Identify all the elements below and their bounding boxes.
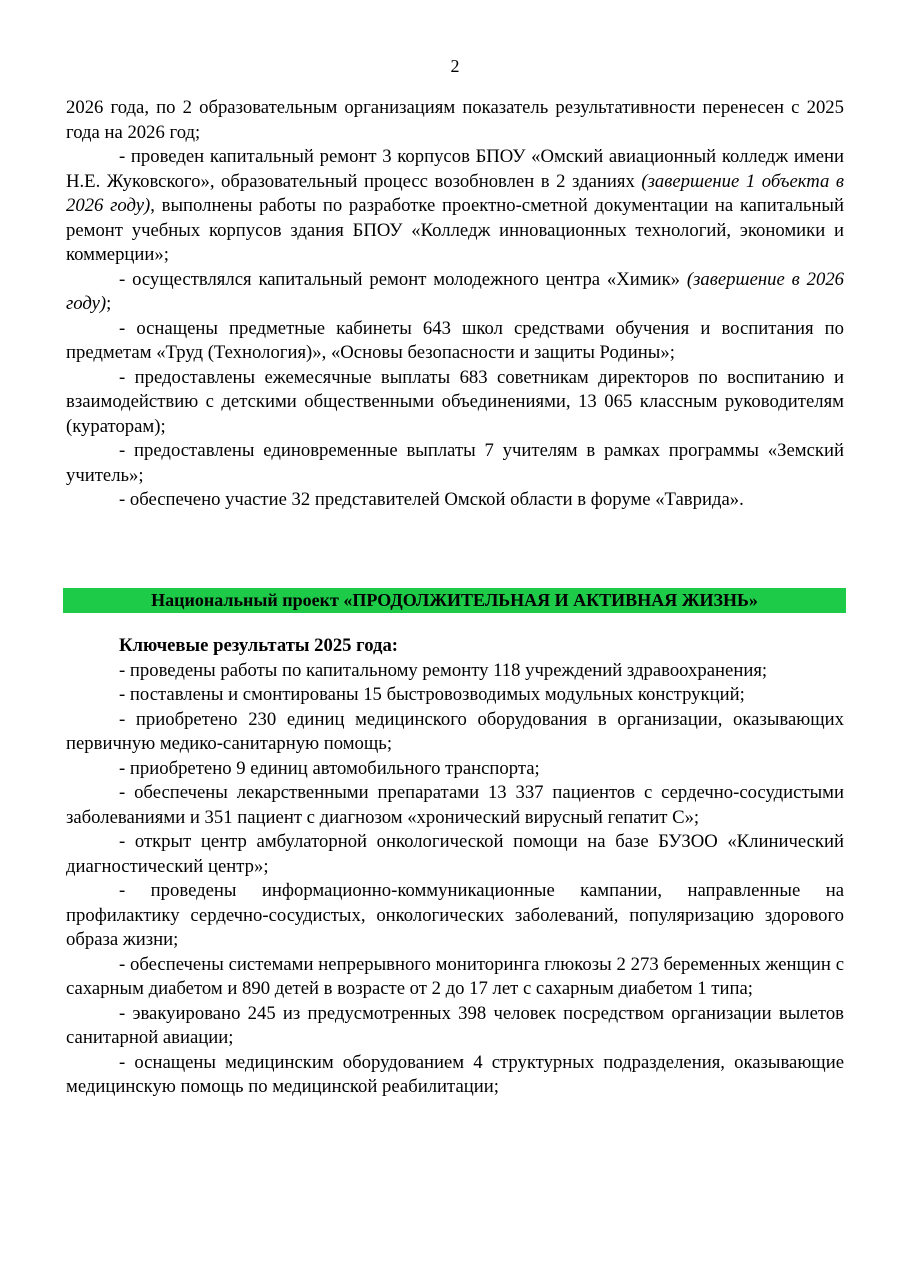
list-item-text: - осуществлялся капитальный ремонт молодежного центра «Химик»	[119, 268, 687, 290]
list-item: - обеспечены лекарственными препаратами 13 337 пациентов с сердечно-сосудистыми заболеваниями и 351 пациент с диагнозом «хронический вирусный гепатит С»;	[66, 782, 844, 828]
list-item-text: , выполнены работы по разработке проектно-сметной документации на капитальный ремонт учебных корпусов здания БПОУ «Колледж инновационных технологий, экономики и коммерции»;	[66, 195, 844, 265]
list-item: - поставлены и смонтированы 15 быстровозводимых модульных конструкций;	[119, 684, 745, 705]
list-item: - приобретено 9 единиц автомобильного транспорта;	[119, 757, 540, 779]
list-item: - эвакуировано 245 из предусмотренных 398 человек посредством организации вылетов санитарной авиации;	[66, 1002, 844, 1048]
national-project-banner: Национальный проект «ПРОДОЛЖИТЕЛЬНАЯ И АКТИВНАЯ ЖИЗНЬ»	[63, 588, 846, 613]
healthcare-results-section	[66, 634, 844, 1100]
list-item-classrooms: - оснащены предметные кабинеты 643 школ средствами обучения и воспитания по предметам «Труд (Технология)», «Основы безопасности и защиты Родины»;	[66, 317, 844, 363]
list-item-aviation-college	[66, 145, 844, 268]
section-subheading: Ключевые результаты 2025 года:	[119, 635, 399, 656]
list-item-text: ;	[106, 293, 112, 314]
list-item: - проведены работы по капитальному ремонту 118 учреждений здравоохранения;	[119, 659, 768, 681]
list-item-lump-sum-payments: - предоставлены единовременные выплаты 7 учителям в рамках программы «Земский учитель»;	[66, 440, 844, 486]
list-item: - открыт центр амбулаторной онкологической помощи на базе БУЗОО «Клинический диагностический центр»;	[66, 831, 844, 877]
education-results-section	[66, 96, 844, 513]
list-item: - обеспечены системами непрерывного мониторинга глюкозы 2 273 беременных женщин с сахарным диабетом и 890 детей в возрасте от 2 до 17 лет с сахарным диабетом 1 типа;	[66, 953, 844, 999]
list-item: - проведены информационно-коммуникационные кампании, направленные на профилактику сердечно-сосудистых, онкологических заболеваний, популяризацию здорового образа жизни;	[66, 880, 844, 950]
italic-note: (завершение в 2026 году)	[66, 268, 845, 314]
list-item-text: - проведен капитальный ремонт 3 корпусов БПОУ «Омский авиационный колледж имени Н.Е. Жуковского», образовательный процесс возобновлен в 2 зданиях	[66, 146, 844, 192]
list-item-monthly-payments: - предоставлены ежемесячные выплаты 683 советникам директоров по воспитанию и взаимодействию с детскими общественными объединениями, 13 065 классным руководителям (кураторам);	[66, 366, 844, 437]
list-item: - оснащены медицинским оборудованием 4 структурных подразделения, оказывающие медицинскую помощь по медицинской реабилитации;	[66, 1051, 844, 1097]
list-item-tavrida-forum: - обеспечено участие 32 представителей Омской области в форуме «Таврида».	[119, 489, 744, 510]
italic-note: (завершение 1 объекта в 2026 году)	[66, 170, 844, 216]
page-number: 2	[450, 56, 460, 76]
list-item: - приобретено 230 единиц медицинского оборудования в организации, оказывающих первичную медико-санитарную помощь;	[66, 708, 844, 754]
continuation-paragraph: 2026 года, по 2 образовательным организациям показатель результативности перенесен с 2025 года на 2026 год;	[66, 97, 844, 143]
list-item-youth-center	[66, 268, 844, 317]
